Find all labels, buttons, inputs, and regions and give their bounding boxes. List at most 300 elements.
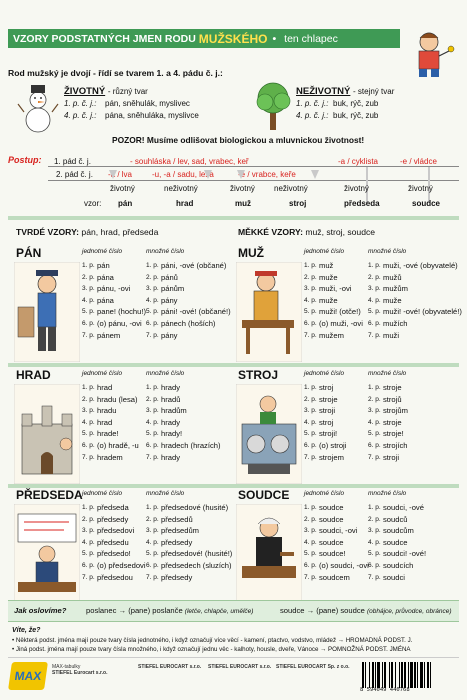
- case-number: 5. p.: [146, 430, 159, 438]
- case-row: [304, 394, 346, 406]
- case-row: [82, 548, 146, 560]
- case-form: stroje!: [383, 429, 404, 439]
- row1-label: 1. pád č. j.: [54, 157, 91, 166]
- case-number: 2. p.: [82, 395, 95, 403]
- plural-column: [368, 260, 462, 341]
- case-form: strojích: [383, 440, 408, 450]
- case-form: pánu, -ovi: [97, 284, 131, 294]
- case-form: soudců: [383, 514, 408, 524]
- case-number: 3. p.: [304, 527, 317, 535]
- divider-row1: [48, 166, 459, 167]
- case-form: soudci: [383, 572, 405, 582]
- did-you-know-title: Víte, že?: [12, 627, 41, 634]
- case-number: 5. p.: [304, 550, 317, 558]
- case-number: 2. p.: [368, 395, 381, 403]
- case-number: 5. p.: [368, 430, 381, 438]
- plural-header: množné číslo: [368, 370, 407, 377]
- case-row: [82, 405, 139, 417]
- case-row: [304, 428, 346, 440]
- case-number: 1. p.: [368, 504, 381, 511]
- barcode-bar: [377, 662, 380, 688]
- barcode-bar: [372, 662, 374, 688]
- arrow-3: [237, 170, 245, 179]
- case-row: [146, 514, 232, 526]
- pattern-5: předseda: [344, 199, 380, 208]
- case-row: [82, 330, 146, 342]
- case-row: [82, 417, 139, 429]
- inanimate-subtitle: - stejný tvar: [353, 87, 395, 96]
- case-number: 6. p.: [304, 319, 317, 327]
- case-number: 5. p.: [82, 308, 95, 316]
- case-number: 3. p.: [82, 285, 95, 293]
- case-number: 6. p.: [368, 441, 381, 449]
- max-logo: MAX: [8, 662, 48, 690]
- address-right: [280, 606, 452, 615]
- case-form: strojů: [383, 394, 402, 404]
- plural-header: množné číslo: [368, 248, 407, 255]
- case-form: hrad: [97, 417, 113, 427]
- plural-header: množné číslo: [146, 248, 185, 255]
- case-row: [368, 502, 426, 514]
- case-row: [368, 514, 426, 526]
- barcode-bar: [375, 662, 376, 688]
- case-row: [368, 272, 462, 284]
- case-number: 5. p.: [82, 550, 95, 558]
- case-row: [368, 525, 426, 537]
- case-number: 4. p.: [368, 418, 381, 426]
- pattern-name-muz: MUŽ: [238, 246, 264, 260]
- case-number: 7. p.: [146, 453, 159, 461]
- pattern-name-soudce: SOUDCE: [238, 488, 290, 502]
- case-form: hrady: [161, 417, 180, 427]
- case-row: [368, 572, 426, 584]
- case-number: 4. p.: [146, 538, 159, 546]
- case-form: hrady!: [161, 429, 183, 439]
- barcode-bar: [414, 662, 416, 688]
- plural-header: množné číslo: [146, 490, 185, 497]
- case-form: muži! (otče!): [319, 307, 361, 317]
- case-form: mužem: [319, 330, 344, 340]
- case-form: soudci, -ové: [383, 503, 424, 512]
- plural-header: množné číslo: [368, 490, 407, 497]
- case-row: [82, 283, 146, 295]
- case-number: 2. p.: [304, 395, 317, 403]
- case-row: [304, 306, 363, 318]
- singular-column: [304, 260, 363, 341]
- case-row: [82, 382, 139, 394]
- case-row: [82, 428, 139, 440]
- inanimate-title: NEŽIVOTNÝ: [296, 86, 351, 97]
- case-row: [82, 514, 146, 526]
- separator-band-2: [8, 363, 459, 367]
- case-form: soudcích: [383, 560, 414, 570]
- case-number: 7. p.: [82, 453, 95, 461]
- case-number: 2. p.: [368, 273, 381, 281]
- case-number: 7. p.: [82, 331, 95, 339]
- case-number: 7. p.: [368, 331, 381, 339]
- case-form: strojům: [383, 406, 408, 416]
- case-row: [146, 548, 232, 560]
- boy-illustration: [405, 28, 457, 78]
- case-form: pána: [97, 295, 114, 305]
- hard-consonant: - souhláska / lev, sad, vrabec, keř: [130, 157, 249, 166]
- case-form: soudci, -ovi: [319, 526, 358, 536]
- case-form: mužů: [383, 272, 402, 282]
- case-number: 3. p.: [304, 285, 317, 293]
- case-number: 3. p.: [146, 527, 159, 535]
- inanimate-words-4: buk, rýč, zub: [333, 111, 379, 120]
- ending-a: -a / cyklista: [338, 157, 379, 166]
- soft-words: muž, stroj, soudce: [305, 227, 376, 237]
- case-number: 1. p.: [304, 504, 317, 511]
- case-row: [304, 440, 346, 452]
- case-form: hrad: [97, 383, 113, 392]
- case-form: předsedech (sluzích): [161, 560, 232, 570]
- hrad-illustration: [14, 384, 80, 484]
- case-form: soudce: [383, 537, 408, 547]
- title-prefix: VZORY PODSTATNÝCH JMEN RODU: [13, 32, 196, 45]
- case-number: 2. p.: [82, 515, 95, 523]
- case-row: [368, 382, 408, 394]
- case-number: 3. p.: [82, 527, 95, 535]
- case-number: 4. p.: [304, 418, 317, 426]
- case-number: 5. p.: [368, 550, 381, 558]
- case-row: [304, 405, 346, 417]
- case-number: 3. p.: [304, 407, 317, 415]
- case-form: hradem: [97, 452, 123, 462]
- case-number: 1. p.: [304, 384, 317, 391]
- animate-words-1: pán, sněhulák, myslivec: [105, 99, 190, 108]
- case-number: 1. p.: [368, 262, 381, 269]
- inanimate-box: [296, 86, 394, 122]
- brand-line-1: MAX-tabulky: [52, 664, 81, 670]
- case-form: stroji: [319, 406, 336, 416]
- row2-label: 2. pád č. j.: [56, 170, 93, 179]
- soft-patterns-title: [238, 227, 375, 237]
- singular-header: jednotné číslo: [304, 370, 345, 377]
- procedure-label: Postup:: [8, 155, 42, 165]
- address-left-text: poslanec → (pane) poslanče: [86, 606, 183, 615]
- case-form: strojem: [319, 452, 344, 462]
- case-number: 7. p.: [146, 331, 159, 339]
- case-form: soudce: [319, 537, 344, 547]
- case-form: hrady: [161, 383, 180, 392]
- case-number: 4. p.: [82, 296, 95, 304]
- pattern-block-predseda: [14, 488, 236, 606]
- singular-column: [82, 502, 146, 583]
- case-row: [146, 417, 221, 429]
- case-row: [82, 502, 146, 514]
- row2-hard-a: -a / lva: [108, 170, 133, 179]
- case-form: soudce!: [319, 549, 346, 559]
- case-form: předsedům: [161, 526, 199, 536]
- predseda-illustration: [14, 504, 80, 604]
- case-form: muži! -ové! (obyvatelé!): [383, 307, 462, 317]
- case-number: 1. p.: [304, 262, 317, 269]
- ending-e: -e / vládce: [400, 157, 437, 166]
- muz-illustration: [236, 262, 302, 362]
- case-number: 6. p.: [368, 561, 381, 569]
- type-6: životný: [408, 184, 433, 193]
- type-2: neživotný: [164, 184, 198, 193]
- title-highlight: MUŽSKÉHO: [198, 31, 268, 46]
- contact-1: STIEFEL EUROCART s.r.o.: [138, 664, 202, 670]
- case-number: 3. p.: [368, 285, 381, 293]
- case-form: předsedové (husité): [161, 503, 229, 512]
- arrow-1: [109, 170, 117, 179]
- case-number: 3. p.: [368, 407, 381, 415]
- pattern-name-hrad: HRAD: [16, 368, 51, 382]
- case-form: muži: [383, 330, 400, 340]
- case-row: [304, 537, 369, 549]
- inanimate-case-4: 4. p. č. j.:: [296, 111, 329, 120]
- pattern-block-muz: [236, 246, 462, 364]
- case-number: 6. p.: [146, 441, 159, 449]
- case-row: [304, 514, 369, 526]
- barcode-bar: [395, 662, 396, 688]
- case-number: 4. p.: [146, 296, 159, 304]
- case-form: předsedy: [161, 572, 193, 582]
- plural-column: [146, 382, 221, 463]
- case-row: [146, 502, 232, 514]
- case-row: [146, 440, 221, 452]
- case-row: [146, 560, 232, 572]
- case-row: [304, 502, 369, 514]
- singular-header: jednotné číslo: [304, 490, 345, 497]
- case-number: 7. p.: [368, 453, 381, 461]
- case-form: (o) muži, -ovi: [319, 318, 363, 328]
- case-form: soudcům: [383, 526, 414, 536]
- case-number: 1. p.: [368, 384, 381, 391]
- barcode-bar: [408, 662, 409, 688]
- case-form: předseda: [97, 503, 129, 512]
- case-row: [368, 295, 462, 307]
- case-number: 5. p.: [304, 308, 317, 316]
- address-label: Jak oslovíme?: [14, 606, 67, 615]
- case-number: 1. p.: [82, 262, 95, 269]
- case-row: [146, 330, 231, 342]
- case-row: [146, 525, 232, 537]
- case-form: soudci! -ové!: [383, 549, 427, 559]
- animate-title: ŽIVOTNÝ: [64, 86, 106, 97]
- case-row: [304, 260, 363, 272]
- case-row: [82, 452, 139, 464]
- case-form: pánů: [161, 272, 178, 282]
- animate-words-4: pána, sněhuláka, myslivce: [105, 111, 199, 120]
- case-number: 3. p.: [146, 285, 159, 293]
- case-number: 1. p.: [146, 262, 159, 269]
- case-row: [304, 283, 363, 295]
- case-number: 2. p.: [82, 273, 95, 281]
- type-3: životný: [230, 184, 255, 193]
- case-number: 4. p.: [82, 538, 95, 546]
- barcode-bar: [417, 662, 418, 688]
- case-form: (o) soudci, -ovi: [319, 560, 369, 570]
- case-row: [304, 417, 346, 429]
- plural-column: [146, 502, 232, 583]
- pattern-block-pan: [14, 246, 236, 364]
- case-number: 5. p.: [304, 430, 317, 438]
- case-number: 7. p.: [304, 453, 317, 461]
- address-right-text: soudce → (pane) soudce: [280, 606, 365, 615]
- case-number: 1. p.: [82, 504, 95, 511]
- case-row: [146, 452, 221, 464]
- case-row: [368, 394, 408, 406]
- case-form: pane! (hochu!): [97, 307, 146, 317]
- case-row: [368, 260, 462, 272]
- case-number: 7. p.: [82, 573, 95, 581]
- case-form: stroji: [383, 452, 400, 462]
- case-row: [82, 295, 146, 307]
- address-box: [8, 600, 459, 622]
- case-form: předsedů: [161, 514, 193, 524]
- barcode-bar: [401, 662, 403, 688]
- case-row: [82, 272, 146, 284]
- case-number: 6. p.: [82, 561, 95, 569]
- case-form: muže: [383, 295, 402, 305]
- case-row: [146, 272, 231, 284]
- case-form: předsedou: [97, 572, 133, 582]
- vzor-label: vzor:: [84, 199, 102, 208]
- case-form: (o) stroji: [319, 440, 347, 450]
- singular-header: jednotné číslo: [82, 248, 123, 255]
- case-row: [304, 572, 369, 584]
- case-form: předsedovi: [97, 526, 135, 536]
- hard-label: TVRDÉ VZORY:: [16, 227, 80, 237]
- barcode-bar: [424, 662, 425, 688]
- case-form: mužích: [383, 318, 408, 328]
- barcode-bar: [369, 662, 370, 688]
- case-number: 3. p.: [82, 407, 95, 415]
- case-row: [368, 306, 462, 318]
- case-row: [82, 318, 146, 330]
- case-form: pánem: [97, 330, 121, 340]
- case-row: [368, 548, 426, 560]
- case-form: předsedu: [97, 537, 129, 547]
- animate-case-4: 4. p. č. j.:: [64, 111, 97, 120]
- case-number: 7. p.: [146, 573, 159, 581]
- case-form: soudcem: [319, 572, 350, 582]
- row2-hard-u: -u, -a / sadu, lesa: [152, 170, 214, 179]
- barcode-bar: [404, 662, 406, 688]
- hard-words: pán, hrad, předseda: [81, 227, 159, 237]
- barcode-bar: [384, 662, 386, 688]
- brand-text: [52, 664, 107, 676]
- pattern-name-stroj: STROJ: [238, 368, 279, 382]
- case-form: stroje: [383, 383, 402, 392]
- footer: [8, 657, 459, 693]
- arrow-4: [311, 170, 319, 179]
- case-form: (o) hradě, -u: [97, 440, 139, 450]
- singular-column: [82, 382, 139, 463]
- pattern-block-soudce: [236, 488, 458, 606]
- animate-box: [64, 86, 199, 122]
- barcode-bar: [420, 662, 423, 688]
- pattern-name-pan: PÁN: [16, 246, 42, 260]
- case-row: [304, 382, 346, 394]
- case-form: (o) pánu, -ovi: [97, 318, 142, 328]
- case-row: [82, 306, 146, 318]
- gender-rule: Rod mužský je dvojí - řídí se tvarem 1. a 4. pádu č. j.:: [8, 68, 223, 78]
- case-form: stroje: [319, 394, 338, 404]
- case-row: [82, 560, 146, 572]
- divider-row2: [48, 180, 459, 181]
- case-row: [146, 537, 232, 549]
- case-form: pánech (hoších): [161, 318, 216, 328]
- pattern-3: muž: [235, 199, 251, 208]
- address-left: [86, 606, 253, 615]
- case-form: hradu (lesa): [97, 394, 138, 404]
- case-number: 5. p.: [82, 430, 95, 438]
- case-row: [304, 525, 369, 537]
- barcode-bar: [430, 662, 431, 688]
- singular-header: jednotné číslo: [82, 370, 123, 377]
- case-row: [146, 306, 231, 318]
- case-row: [146, 295, 231, 307]
- case-number: 2. p.: [368, 515, 381, 523]
- pattern-block-stroj: [236, 368, 458, 486]
- did-you-know-line-2: • Jiná podst. jména mají pouze tvary čísla množného, i když označují jednu věc - kalhoty, housle, dveře, Vánoce → POMNOŽNÁ PODST. JMÉNA: [12, 646, 411, 653]
- barcode-bar: [391, 662, 393, 688]
- stroj-illustration: [236, 384, 302, 484]
- did-you-know: [12, 626, 412, 655]
- case-number: 5. p.: [368, 308, 381, 316]
- case-form: muž: [319, 261, 334, 270]
- case-number: 2. p.: [304, 515, 317, 523]
- page-title: [8, 29, 400, 48]
- snowman-illustration: [16, 82, 60, 134]
- case-row: [146, 260, 231, 272]
- barcode-bar: [410, 662, 413, 688]
- case-form: pány: [161, 330, 178, 340]
- contact-2: STIEFEL EUROCART s.r.o.: [208, 664, 272, 670]
- case-form: muži, -ové (obyvatelé): [383, 261, 458, 270]
- case-number: 6. p.: [146, 561, 159, 569]
- case-number: 1. p.: [82, 384, 95, 391]
- case-row: [368, 417, 408, 429]
- case-form: hradech (hrazích): [161, 440, 221, 450]
- case-number: 4. p.: [304, 296, 317, 304]
- case-number: 4. p.: [304, 538, 317, 546]
- case-form: muže: [319, 295, 338, 305]
- case-number: 3. p.: [368, 527, 381, 535]
- case-row: [304, 548, 369, 560]
- did-you-know-line-1: • Některá podst. jména mají pouze tvary čísla jednotného, i když označují více věcí - kamení, ptactvo, vodstvo, mládež → HROMADNÁ PODST. J.: [12, 636, 413, 644]
- case-row: [368, 318, 462, 330]
- plural-header: množné číslo: [146, 370, 185, 377]
- inanimate-words-1: buk, rýč, zub: [333, 99, 379, 108]
- case-row: [146, 283, 231, 295]
- case-row: [368, 405, 408, 417]
- case-number: 4. p.: [146, 418, 159, 426]
- case-row: [82, 572, 146, 584]
- case-row: [146, 318, 231, 330]
- case-form: hradů: [161, 394, 181, 404]
- type-5: životný: [344, 184, 369, 193]
- singular-header: jednotné číslo: [304, 248, 345, 255]
- case-row: [304, 560, 369, 572]
- case-number: 4. p.: [368, 296, 381, 304]
- pattern-4: stroj: [289, 199, 307, 208]
- case-row: [368, 440, 408, 452]
- case-row: [82, 537, 146, 549]
- case-number: 4. p.: [368, 538, 381, 546]
- case-form: předsedo!: [97, 549, 131, 559]
- case-form: pána: [97, 272, 114, 282]
- case-row: [304, 295, 363, 307]
- case-row: [146, 394, 221, 406]
- brand-line-2: STIEFEL Eurocart s.r.o.: [52, 670, 108, 676]
